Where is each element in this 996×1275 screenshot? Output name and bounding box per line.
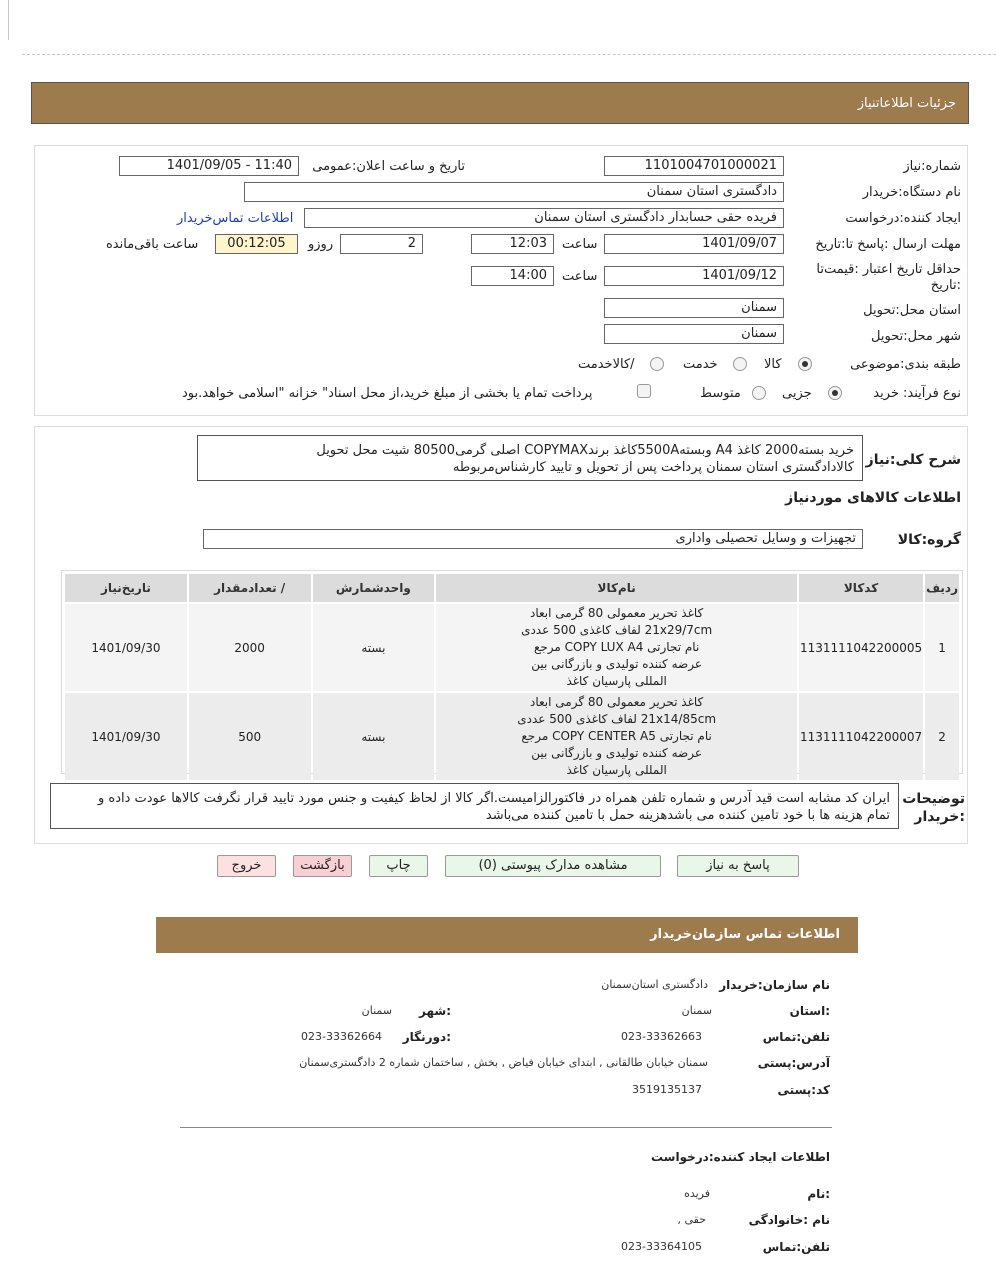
reply-button[interactable]: پاسخ به نیاز bbox=[677, 855, 799, 877]
validity-time-field: 14:00 bbox=[471, 266, 554, 286]
goods-qty: 500 bbox=[189, 693, 311, 780]
goods-qty: 2000 bbox=[189, 604, 311, 691]
contact-fax-value: 023-33362664 bbox=[301, 1030, 382, 1043]
creator-family-label: نام :خانوادگی bbox=[748, 1213, 830, 1227]
city-label: شهر محل:تحویل bbox=[871, 329, 961, 344]
province-label: استان محل:تحویل bbox=[863, 303, 961, 318]
description-line-2: کالادادگستری استان سمنان پرداخت پس از تحویل و تایید کارشناس‌مربوطه bbox=[452, 460, 854, 475]
divider bbox=[22, 54, 996, 55]
description-line-1: خرید بسته2000 کاغذ A4 وبسته5500Aکاغذ برندCOPYMAX اصلی گرمی80500 شیت محل تحویل bbox=[316, 443, 854, 458]
creator-info-title: اطلاعات ایجاد کننده:درخواست bbox=[650, 1150, 830, 1164]
process-option-minor: جزیی bbox=[782, 386, 812, 401]
validity-time-label: ساعت bbox=[562, 269, 598, 284]
buyer-notes-label-2: :خریدار bbox=[914, 809, 965, 825]
page-title: جزئیات اطلاعاتنیاز bbox=[857, 96, 956, 111]
col-code: کدکالا bbox=[799, 574, 923, 602]
description-label: شرح کلی:نیاز bbox=[865, 452, 961, 468]
attachments-button[interactable]: مشاهده مدارک پیوستی (0) bbox=[445, 855, 661, 877]
province-field: سمنان bbox=[604, 298, 784, 318]
goods-name-line: نام تجارتی COPY LUX A4 مرجع bbox=[533, 640, 700, 654]
process-option-medium: متوسط bbox=[700, 386, 741, 401]
exit-button[interactable]: خروج bbox=[217, 855, 276, 877]
category-radio-both[interactable] bbox=[650, 357, 664, 371]
back-button[interactable]: بازگشت bbox=[293, 855, 352, 877]
row-number: 2 bbox=[925, 693, 959, 780]
org-label: نام سازمان:خریدار bbox=[719, 978, 830, 992]
announce-date-field: 1401/09/05 - 11:40 bbox=[119, 156, 299, 176]
contact-address-label: آدرس:پستی bbox=[757, 1056, 830, 1070]
goods-name-line: کاغذ تحریر معمولی 80 گرمی ابعاد bbox=[530, 606, 704, 620]
goods-name-line: 21x29/7cm لفاف کاغذی 500 عددی bbox=[521, 623, 713, 637]
goods-name-line: 21x14/85cm لفاف کاغذی 500 عددی bbox=[517, 712, 717, 726]
process-radio-minor[interactable] bbox=[828, 386, 842, 400]
contact-postal-label: کد:پستی bbox=[777, 1083, 830, 1097]
col-name: نام‌کالا bbox=[436, 574, 797, 602]
creator-name-label: :نام bbox=[807, 1187, 830, 1201]
buyer-notes-box bbox=[50, 783, 899, 829]
treasury-payment-note: پرداخت تمام یا بخشی از مبلغ خرید،از محل اسناد" خزانه "اسلامی خواهد.بود bbox=[182, 386, 593, 401]
city-field: سمنان bbox=[604, 324, 784, 344]
deadline-time-label: ساعت bbox=[562, 237, 598, 252]
need-number-field: 1101004701000021 bbox=[604, 156, 784, 176]
buyer-field: دادگستری استان سمنان bbox=[244, 182, 784, 202]
row-number: 1 bbox=[925, 604, 959, 691]
goods-table bbox=[63, 572, 961, 782]
deadline-label: مهلت ارسال :پاسخ تا:تاریخ bbox=[815, 237, 961, 252]
category-radio-goods[interactable] bbox=[798, 357, 812, 371]
goods-unit: بسته bbox=[313, 604, 435, 691]
col-qty: / تعدادمقدار bbox=[189, 574, 311, 602]
contact-fax-label: :دورنگار bbox=[402, 1030, 451, 1044]
goods-name-line: عرضه کننده تولیدی و بازرگانی بین bbox=[531, 746, 702, 760]
contact-postal-value: 3519135137 bbox=[632, 1083, 702, 1096]
contact-phone-value: 023-33362663 bbox=[621, 1030, 702, 1043]
validity-date-field: 1401/09/12 bbox=[604, 266, 784, 286]
description-box bbox=[197, 435, 863, 481]
goods-unit: بسته bbox=[313, 693, 435, 780]
goods-date: 1401/09/30 bbox=[65, 693, 187, 780]
deadline-time-field: 12:03 bbox=[471, 234, 554, 254]
validity-label: حداقل تاریخ اعتبار :قیمت‌تا bbox=[816, 262, 961, 277]
category-option-service: خدمت bbox=[683, 357, 718, 372]
creator-label: ایجاد کننده:درخواست bbox=[845, 211, 961, 226]
goods-name-line: نام تجارتی COPY CENTER A5 مرجع bbox=[521, 729, 712, 743]
category-option-goods: کالا bbox=[764, 357, 782, 372]
col-row: ردیف bbox=[925, 574, 959, 602]
buyer-contact-link[interactable]: اطلاعات تماس‌خریدار bbox=[177, 211, 294, 226]
contact-province-label: :استان bbox=[789, 1004, 830, 1018]
contact-separator bbox=[180, 1127, 832, 1128]
print-button[interactable]: چاپ bbox=[369, 855, 428, 877]
process-radio-medium[interactable] bbox=[752, 386, 766, 400]
page-header bbox=[31, 82, 969, 124]
col-unit: واحدشمارش bbox=[313, 574, 435, 602]
category-option-both: /کالاخدمت bbox=[578, 357, 635, 372]
table-row bbox=[65, 693, 959, 780]
goods-date: 1401/09/30 bbox=[65, 604, 187, 691]
goods-name-line: عرضه کننده تولیدی و بازرگانی بین bbox=[531, 657, 702, 671]
col-date: تاریخ‌نیاز bbox=[65, 574, 187, 602]
validity-label-2: :تاریخ bbox=[930, 278, 961, 293]
days-label: روزو bbox=[308, 237, 334, 252]
buyer-label: نام دستگاه:خریدار bbox=[862, 185, 961, 200]
goods-code: 1131111042200005 bbox=[799, 604, 923, 691]
page-edge bbox=[8, 0, 9, 40]
contact-province-value: سمنان bbox=[681, 1004, 712, 1017]
creator-field: فریده حقی حسابدار دادگستری استان سمنان bbox=[304, 208, 784, 228]
table-row bbox=[65, 604, 959, 691]
category-label: طبقه بندی:موضوعی bbox=[850, 357, 961, 372]
creator-phone-value: 023-33364105 bbox=[621, 1240, 702, 1253]
goods-name bbox=[436, 604, 797, 691]
goods-code: 1131111042200007 bbox=[799, 693, 923, 780]
days-field: 2 bbox=[340, 234, 423, 254]
need-number-label: شماره:نیاز bbox=[903, 159, 961, 174]
goods-name bbox=[436, 693, 797, 780]
creator-name-value: فریده bbox=[684, 1187, 710, 1200]
contact-city-value: سمنان bbox=[361, 1004, 392, 1017]
contact-phone-label: تلفن:تماس bbox=[762, 1030, 830, 1044]
buyer-notes-line-1: ایران کد مشابه است قید آدرس و شماره تلفن همراه در فاکتورالزامیست.اگر کالا از لحاظ کیفیت و جنس مورد تایید قرار نگرفت کالاها عودت داده و bbox=[98, 791, 890, 806]
creator-family-value: حقی , bbox=[677, 1213, 706, 1226]
goods-name-line: کاغذ تحریر معمولی 80 گرمی ابعاد bbox=[530, 695, 704, 709]
org-value: دادگستری استان‌سمنان bbox=[601, 978, 708, 991]
goods-group-label: گروه:کالا bbox=[897, 532, 961, 548]
buyer-notes-label: توضیحات bbox=[902, 791, 965, 807]
contact-title: اطلاعات تماس سازمان‌خریدار bbox=[650, 927, 840, 942]
deadline-date-field: 1401/09/07 bbox=[604, 234, 784, 254]
remaining-timer: 00:12:05 bbox=[215, 234, 298, 254]
goods-group-field: تجهیزات و وسایل تحصیلی واداری bbox=[203, 529, 863, 549]
contact-address-value: سمنان خیابان طالقانی , ابتدای خیابان فیاض , بخش , ساختمان شماره 2 دادگستری‌سمنان bbox=[299, 1056, 708, 1069]
goods-name-line: المللی پارسیان کاغذ bbox=[566, 763, 667, 777]
treasury-payment-checkbox[interactable] bbox=[637, 384, 651, 398]
goods-name-line: المللی پارسیان کاغذ bbox=[566, 674, 667, 688]
goods-info-label: اطلاعات کالاهای موردنیاز bbox=[785, 490, 961, 506]
category-radio-service[interactable] bbox=[733, 357, 747, 371]
creator-phone-label: تلفن:تماس bbox=[762, 1240, 830, 1254]
contact-header bbox=[156, 917, 858, 953]
contact-city-label: :شهر bbox=[419, 1004, 451, 1018]
remaining-label: ساعت باقی‌مانده bbox=[106, 237, 199, 252]
buyer-notes-line-2: تمام هزینه ها با خود تامین کننده می باشدهزینه حمل با تامین کننده می‌باشد bbox=[485, 808, 890, 823]
announce-date-label: تاریخ و ساعت اعلان:عمومی bbox=[312, 159, 465, 174]
process-label: نوع فرآیند: خرید bbox=[873, 386, 961, 401]
